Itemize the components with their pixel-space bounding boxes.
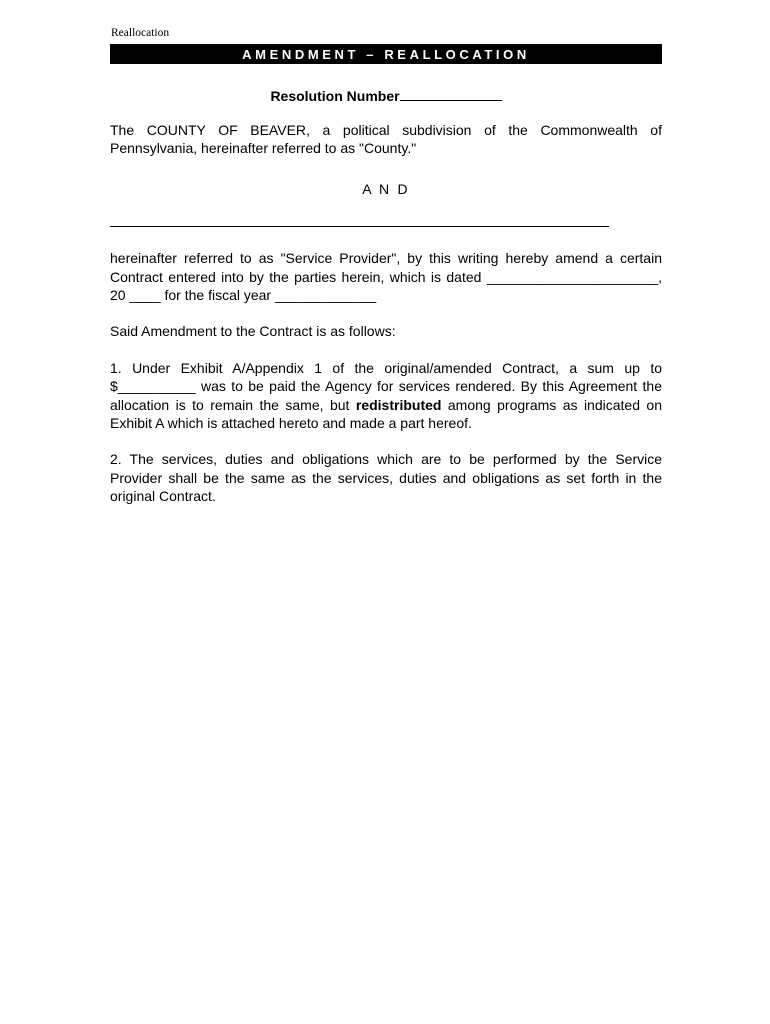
document-title: AMENDMENT – REALLOCATION: [110, 44, 662, 64]
document-page: [110, 26, 662, 506]
amendment-item-2: 2. The services, duties and obligations which are to be performed by the Service Provider shall be the same as the services, duties and obligations as set forth in the original Contract.: [110, 451, 662, 505]
resolution-blank[interactable]: [400, 86, 502, 101]
running-header: Reallocation: [111, 27, 170, 39]
item1-text-end: among programs as indicated on Exhibit A which is attached hereto and made a part hereof.: [110, 396, 662, 432]
service-provider-blank[interactable]: [110, 226, 609, 227]
county-paragraph: The COUNTY OF BEAVER, a political subdivision of the Commonwealth of Pennsylvania, hereinafter referred to as "County.": [110, 122, 662, 157]
item1-bold-word: redistributed: [355, 396, 442, 413]
amendment-item-1: [110, 359, 662, 433]
resolution-number: [110, 86, 662, 105]
resolution-label: Resolution Number: [270, 88, 400, 104]
service-provider-paragraph: hereinafter referred to as "Service Provider", by this writing hereby amend a certain Contract entered into by the parties herein, which is dated ______________________, 20 ____ for the fiscal year _____________: [110, 250, 662, 304]
item1-text-start: 1. Under Exhibit A/Appendix 1 of the original/amended Contract, a sum up to $__________ was to be paid the Agency for services rendered. By this Agreement the allocation is to remain the same, but: [110, 359, 662, 413]
amendment-intro: Said Amendment to the Contract is as follows:: [110, 323, 396, 340]
and-separator: A N D: [362, 180, 410, 197]
